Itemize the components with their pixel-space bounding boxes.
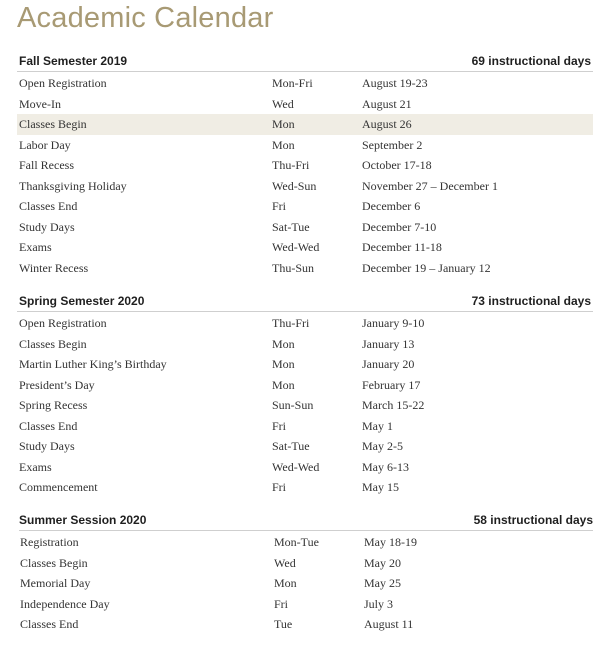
section-title: Summer Session 2020 [19, 513, 147, 527]
event-name: Study Days [19, 219, 75, 234]
event-name: Spring Recess [19, 398, 88, 412]
event-days: Fri [272, 418, 287, 433]
event-name: Exams [19, 459, 52, 474]
event-date: December 7-10 [362, 219, 437, 234]
event-date: October 17-18 [362, 158, 432, 172]
table-row-highlighted [17, 114, 593, 135]
event-days: Mon [272, 137, 295, 152]
event-days: Thu-Fri [272, 158, 310, 172]
event-days: Thu-Sun [272, 260, 314, 275]
event-days: Mon [272, 336, 295, 351]
table-row [17, 375, 593, 396]
event-days: Wed-Wed [272, 240, 320, 254]
event-name: Commencement [19, 480, 98, 494]
event-days: Tue [274, 617, 293, 631]
event-date: May 6-13 [362, 459, 409, 474]
event-date: August 21 [362, 96, 412, 111]
calendar-table [19, 532, 593, 635]
event-date: May 18-19 [364, 535, 417, 549]
event-name: Classes Begin [19, 117, 87, 131]
section-fall-semester [17, 53, 593, 278]
calendar-table [17, 73, 593, 278]
event-name: Independence Day [20, 596, 110, 611]
table-row [19, 594, 593, 615]
event-name: Registration [20, 535, 79, 549]
event-date: May 1 [362, 418, 393, 433]
event-days: Mon [272, 117, 295, 131]
table-row [17, 416, 593, 437]
event-days: Mon-Tue [274, 535, 319, 549]
event-days: Mon [272, 377, 295, 392]
table-row [17, 313, 593, 334]
table-row [17, 73, 593, 94]
event-date: January 9-10 [362, 316, 425, 330]
section-title: Fall Semester 2019 [19, 54, 128, 68]
section-title: Spring Semester 2020 [19, 294, 145, 308]
event-date: May 2-5 [362, 439, 403, 453]
event-date: May 25 [364, 576, 401, 590]
event-days: Mon-Fri [272, 76, 313, 90]
calendar-table [17, 313, 593, 498]
instructional-days: 58 instructional days [473, 513, 593, 527]
section-summer-session [19, 512, 593, 635]
table-row [17, 94, 593, 115]
table-row [17, 196, 593, 217]
page-title: Academic Calendar [17, 2, 274, 34]
event-name: Study Days [19, 439, 75, 453]
event-name: Classes Begin [20, 555, 88, 570]
event-name: Classes End [20, 617, 79, 631]
event-days: Fri [272, 199, 287, 213]
event-days: Mon [274, 576, 297, 590]
event-date: August 19-23 [362, 76, 428, 90]
section-header [19, 512, 593, 531]
event-date: December 11-18 [362, 240, 442, 254]
event-name: Labor Day [19, 137, 71, 152]
table-row [17, 477, 593, 498]
event-name: Thanksgiving Holiday [19, 178, 127, 193]
event-date: January 13 [362, 336, 415, 351]
table-row [17, 436, 593, 457]
table-row [17, 176, 593, 197]
table-row [17, 237, 593, 258]
section-spring-semester [17, 293, 593, 498]
event-date: December 19 – January 12 [362, 260, 491, 275]
event-date: May 20 [364, 555, 401, 570]
event-name: Winter Recess [19, 260, 89, 275]
event-date: May 15 [362, 480, 399, 494]
section-header [17, 53, 593, 72]
event-days: Wed [274, 555, 296, 570]
event-date: February 17 [362, 377, 421, 392]
table-row [19, 614, 593, 635]
table-row [17, 217, 593, 238]
table-row [17, 354, 593, 375]
table-row [19, 532, 593, 553]
event-date: August 11 [364, 617, 414, 631]
event-name: Memorial Day [20, 576, 91, 590]
event-days: Wed-Sun [272, 178, 317, 193]
instructional-days: 73 instructional days [471, 294, 591, 308]
event-name: Open Registration [19, 76, 107, 90]
event-name: President’s Day [19, 377, 95, 392]
event-name: Classes Begin [19, 336, 87, 351]
event-days: Fri [274, 596, 289, 611]
instructional-days: 69 instructional days [471, 54, 591, 68]
event-date: July 3 [364, 596, 394, 611]
event-date: January 20 [362, 357, 415, 371]
event-date: September 2 [362, 137, 423, 152]
event-name: Fall Recess [19, 158, 74, 172]
table-row [17, 457, 593, 478]
event-days: Mon [272, 357, 295, 371]
event-name: Exams [19, 240, 52, 254]
table-row [17, 258, 593, 279]
table-row [17, 135, 593, 156]
event-days: Thu-Fri [272, 316, 310, 330]
event-date: November 27 – December 1 [362, 178, 498, 193]
table-row [19, 553, 593, 574]
event-name: Classes End [19, 418, 78, 433]
event-date: March 15-22 [362, 398, 425, 412]
section-header [17, 293, 593, 312]
event-days: Wed [272, 96, 294, 111]
table-row [17, 395, 593, 416]
event-days: Wed-Wed [272, 459, 320, 474]
event-days: Sun-Sun [272, 398, 314, 412]
event-days: Sat-Tue [272, 439, 310, 453]
table-row [17, 155, 593, 176]
event-name: Move-In [19, 96, 61, 111]
event-days: Fri [272, 480, 287, 494]
table-row [17, 334, 593, 355]
event-days: Sat-Tue [272, 219, 310, 234]
table-row [19, 573, 593, 594]
event-name: Martin Luther King’s Birthday [19, 357, 167, 371]
event-name: Open Registration [19, 316, 107, 330]
event-name: Classes End [19, 199, 78, 213]
event-date: August 26 [362, 117, 412, 131]
event-date: December 6 [362, 199, 421, 213]
